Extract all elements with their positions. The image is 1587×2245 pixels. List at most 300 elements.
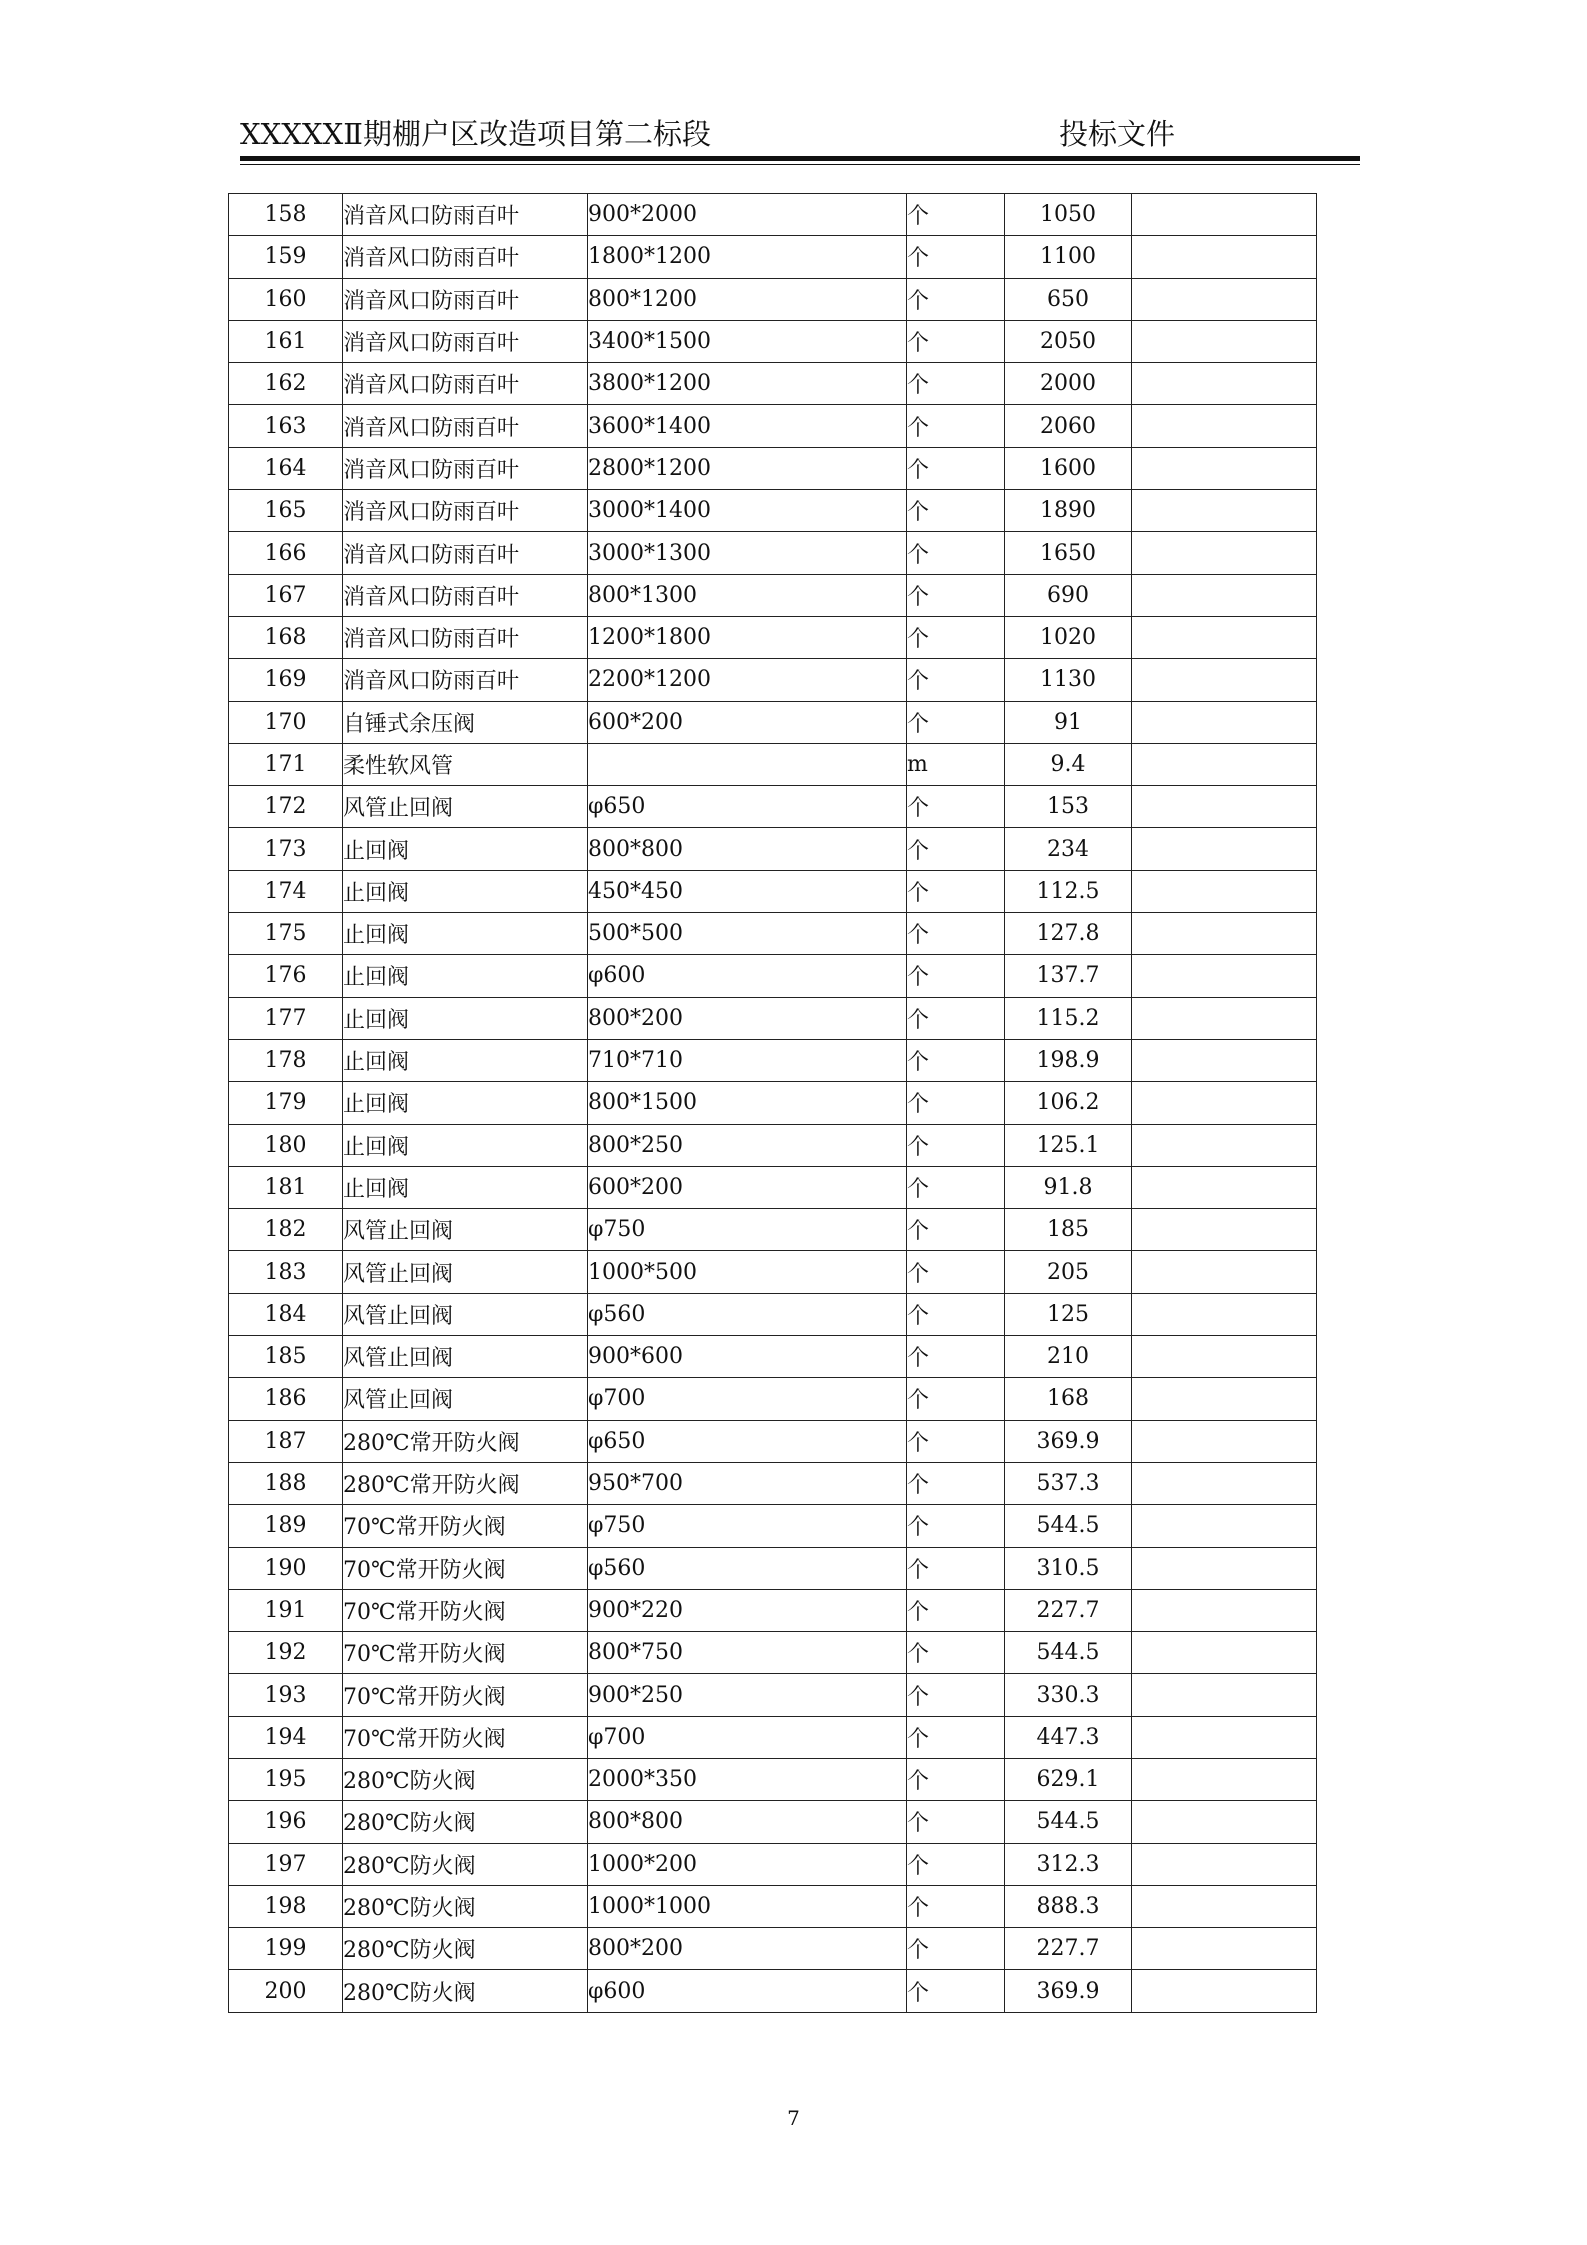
item-quantity-cell: 198.9 (1005, 1039, 1132, 1081)
item-spec-cell: 800*800 (588, 828, 907, 870)
item-name-cell: 风管止回阀 (343, 1336, 588, 1378)
table-row (229, 574, 1317, 616)
item-remark-cell (1132, 447, 1317, 489)
document-type: 投标文件 (1058, 117, 1175, 151)
item-spec-cell: φ750 (588, 1209, 907, 1251)
item-name-cell: 止回阀 (343, 955, 588, 997)
row-number-cell: 164 (229, 447, 343, 489)
item-unit-cell: 个 (907, 1336, 1005, 1378)
item-quantity-cell: 227.7 (1005, 1928, 1132, 1970)
item-remark-cell (1132, 574, 1317, 616)
table-row (229, 278, 1317, 320)
item-remark-cell (1132, 363, 1317, 405)
item-unit-cell: 个 (907, 1716, 1005, 1758)
item-spec-cell: 900*250 (588, 1674, 907, 1716)
item-remark-cell (1132, 278, 1317, 320)
item-unit-cell: 个 (907, 1166, 1005, 1208)
item-remark-cell (1132, 490, 1317, 532)
item-unit-cell: 个 (907, 997, 1005, 1039)
row-number-cell: 189 (229, 1505, 343, 1547)
table-row (229, 1885, 1317, 1927)
item-quantity-cell: 1600 (1005, 447, 1132, 489)
item-remark-cell (1132, 659, 1317, 701)
item-unit-cell: 个 (907, 1885, 1005, 1927)
item-remark-cell (1132, 236, 1317, 278)
item-quantity-cell: 1050 (1005, 194, 1132, 236)
item-quantity-cell: 544.5 (1005, 1505, 1132, 1547)
item-name-cell: 消音风口防雨百叶 (343, 490, 588, 532)
table-row (229, 1589, 1317, 1631)
item-unit-cell: 个 (907, 870, 1005, 912)
table-row (229, 1716, 1317, 1758)
table-row (229, 1039, 1317, 1081)
item-name-cell: 止回阀 (343, 1039, 588, 1081)
row-number-cell: 192 (229, 1632, 343, 1674)
item-name-cell: 280℃防火阀 (343, 1843, 588, 1885)
item-remark-cell (1132, 1885, 1317, 1927)
table-row (229, 828, 1317, 870)
row-number-cell: 175 (229, 913, 343, 955)
item-quantity-cell: 168 (1005, 1378, 1132, 1420)
item-spec-cell: 1800*1200 (588, 236, 907, 278)
item-unit-cell: 个 (907, 574, 1005, 616)
row-number-cell: 162 (229, 363, 343, 405)
row-number-cell: 197 (229, 1843, 343, 1885)
table-row (229, 1970, 1317, 2012)
item-name-cell: 止回阀 (343, 828, 588, 870)
table-row (229, 1336, 1317, 1378)
item-unit-cell: 个 (907, 1674, 1005, 1716)
item-name-cell: 止回阀 (343, 997, 588, 1039)
table-row (229, 1378, 1317, 1420)
item-quantity-cell: 1020 (1005, 616, 1132, 658)
item-quantity-cell: 369.9 (1005, 1420, 1132, 1462)
item-unit-cell: 个 (907, 1462, 1005, 1504)
row-number-cell: 163 (229, 405, 343, 447)
item-unit-cell: 个 (907, 1124, 1005, 1166)
row-number-cell: 183 (229, 1251, 343, 1293)
item-name-cell: 280℃常开防火阀 (343, 1462, 588, 1504)
item-spec-cell: 800*200 (588, 1928, 907, 1970)
item-remark-cell (1132, 1039, 1317, 1081)
item-name-cell: 70℃常开防火阀 (343, 1716, 588, 1758)
item-name-cell: 消音风口防雨百叶 (343, 447, 588, 489)
item-spec-cell: 450*450 (588, 870, 907, 912)
item-quantity-cell: 447.3 (1005, 1716, 1132, 1758)
item-unit-cell: 个 (907, 913, 1005, 955)
item-quantity-cell: 650 (1005, 278, 1132, 320)
item-quantity-cell: 137.7 (1005, 955, 1132, 997)
item-quantity-cell: 9.4 (1005, 743, 1132, 785)
item-name-cell: 70℃常开防火阀 (343, 1589, 588, 1631)
item-unit-cell: 个 (907, 194, 1005, 236)
item-quantity-cell: 888.3 (1005, 1885, 1132, 1927)
item-quantity-cell: 544.5 (1005, 1632, 1132, 1674)
item-remark-cell (1132, 1843, 1317, 1885)
item-unit-cell: 个 (907, 955, 1005, 997)
item-unit-cell: 个 (907, 320, 1005, 362)
table-row (229, 913, 1317, 955)
item-name-cell: 280℃防火阀 (343, 1885, 588, 1927)
item-remark-cell (1132, 701, 1317, 743)
item-unit-cell: 个 (907, 447, 1005, 489)
item-quantity-cell: 629.1 (1005, 1758, 1132, 1800)
item-unit-cell: 个 (907, 363, 1005, 405)
item-quantity-cell: 210 (1005, 1336, 1132, 1378)
table-row (229, 1462, 1317, 1504)
row-number-cell: 184 (229, 1293, 343, 1335)
item-unit-cell: 个 (907, 1505, 1005, 1547)
row-number-cell: 190 (229, 1547, 343, 1589)
item-spec-cell: 3000*1300 (588, 532, 907, 574)
item-name-cell: 消音风口防雨百叶 (343, 320, 588, 362)
item-name-cell: 消音风口防雨百叶 (343, 405, 588, 447)
item-quantity-cell: 91 (1005, 701, 1132, 743)
item-name-cell: 止回阀 (343, 1124, 588, 1166)
item-remark-cell (1132, 786, 1317, 828)
item-remark-cell (1132, 743, 1317, 785)
table-row (229, 236, 1317, 278)
item-unit-cell: m (907, 743, 1005, 785)
item-name-cell: 风管止回阀 (343, 1378, 588, 1420)
item-spec-cell: φ560 (588, 1293, 907, 1335)
item-quantity-cell: 1130 (1005, 659, 1132, 701)
item-unit-cell: 个 (907, 828, 1005, 870)
item-unit-cell: 个 (907, 236, 1005, 278)
item-quantity-cell: 544.5 (1005, 1801, 1132, 1843)
page-number: 7 (787, 2106, 800, 2130)
table-row (229, 194, 1317, 236)
item-spec-cell: 800*750 (588, 1632, 907, 1674)
table-row (229, 701, 1317, 743)
row-number-cell: 172 (229, 786, 343, 828)
item-quantity-cell: 1890 (1005, 490, 1132, 532)
item-spec-cell: 950*700 (588, 1462, 907, 1504)
table-row (229, 1124, 1317, 1166)
item-unit-cell: 个 (907, 1632, 1005, 1674)
row-number-cell: 182 (229, 1209, 343, 1251)
item-remark-cell (1132, 997, 1317, 1039)
item-spec-cell: 600*200 (588, 1166, 907, 1208)
item-spec-cell: 3800*1200 (588, 363, 907, 405)
item-name-cell: 280℃防火阀 (343, 1970, 588, 2012)
row-number-cell: 199 (229, 1928, 343, 1970)
row-number-cell: 170 (229, 701, 343, 743)
item-name-cell: 消音风口防雨百叶 (343, 363, 588, 405)
item-remark-cell (1132, 1336, 1317, 1378)
item-spec-cell: φ700 (588, 1716, 907, 1758)
item-spec-cell: 2200*1200 (588, 659, 907, 701)
row-number-cell: 195 (229, 1758, 343, 1800)
table-body (229, 194, 1317, 2013)
item-unit-cell: 个 (907, 659, 1005, 701)
item-remark-cell (1132, 1716, 1317, 1758)
item-quantity-cell: 369.9 (1005, 1970, 1132, 2012)
page-header (240, 112, 1360, 152)
item-remark-cell (1132, 1505, 1317, 1547)
item-unit-cell: 个 (907, 405, 1005, 447)
item-name-cell: 消音风口防雨百叶 (343, 194, 588, 236)
item-remark-cell (1132, 955, 1317, 997)
row-number-cell: 165 (229, 490, 343, 532)
item-quantity-cell: 227.7 (1005, 1589, 1132, 1631)
row-number-cell: 166 (229, 532, 343, 574)
item-remark-cell (1132, 1209, 1317, 1251)
item-quantity-cell: 125.1 (1005, 1124, 1132, 1166)
item-unit-cell: 个 (907, 616, 1005, 658)
row-number-cell: 176 (229, 955, 343, 997)
item-remark-cell (1132, 1378, 1317, 1420)
row-number-cell: 171 (229, 743, 343, 785)
table-row (229, 1928, 1317, 1970)
item-quantity-cell: 690 (1005, 574, 1132, 616)
row-number-cell: 188 (229, 1462, 343, 1504)
item-spec-cell: φ650 (588, 1420, 907, 1462)
item-spec-cell: 2000*350 (588, 1758, 907, 1800)
item-name-cell: 止回阀 (343, 1082, 588, 1124)
table-row (229, 320, 1317, 362)
row-number-cell: 181 (229, 1166, 343, 1208)
row-number-cell: 186 (229, 1378, 343, 1420)
item-spec-cell: 800*1500 (588, 1082, 907, 1124)
item-remark-cell (1132, 1589, 1317, 1631)
item-remark-cell (1132, 1801, 1317, 1843)
table-row (229, 1251, 1317, 1293)
table-row (229, 1674, 1317, 1716)
item-quantity-cell: 1100 (1005, 236, 1132, 278)
item-unit-cell: 个 (907, 1378, 1005, 1420)
item-remark-cell (1132, 194, 1317, 236)
item-unit-cell: 个 (907, 701, 1005, 743)
item-unit-cell: 个 (907, 1209, 1005, 1251)
row-number-cell: 158 (229, 194, 343, 236)
item-unit-cell: 个 (907, 490, 1005, 532)
item-spec-cell: φ650 (588, 786, 907, 828)
item-spec-cell: 3000*1400 (588, 490, 907, 532)
item-spec-cell: φ600 (588, 955, 907, 997)
item-unit-cell: 个 (907, 532, 1005, 574)
item-unit-cell: 个 (907, 1082, 1005, 1124)
item-unit-cell: 个 (907, 1589, 1005, 1631)
item-remark-cell (1132, 1124, 1317, 1166)
table-row (229, 490, 1317, 532)
item-name-cell: 消音风口防雨百叶 (343, 659, 588, 701)
item-spec-cell: φ750 (588, 1505, 907, 1547)
table-row (229, 1209, 1317, 1251)
item-quantity-cell: 1650 (1005, 532, 1132, 574)
row-number-cell: 159 (229, 236, 343, 278)
table-row (229, 659, 1317, 701)
item-remark-cell (1132, 320, 1317, 362)
item-quantity-cell: 185 (1005, 1209, 1132, 1251)
item-remark-cell (1132, 913, 1317, 955)
table-row (229, 1166, 1317, 1208)
item-spec-cell: 500*500 (588, 913, 907, 955)
item-remark-cell (1132, 1420, 1317, 1462)
item-unit-cell: 个 (907, 1547, 1005, 1589)
item-name-cell: 70℃常开防火阀 (343, 1547, 588, 1589)
item-spec-cell: 1000*1000 (588, 1885, 907, 1927)
row-number-cell: 198 (229, 1885, 343, 1927)
item-quantity-cell: 2000 (1005, 363, 1132, 405)
item-unit-cell: 个 (907, 1928, 1005, 1970)
equipment-table (228, 193, 1317, 2013)
item-name-cell: 280℃防火阀 (343, 1928, 588, 1970)
table-row (229, 1758, 1317, 1800)
item-quantity-cell: 310.5 (1005, 1547, 1132, 1589)
item-name-cell: 280℃防火阀 (343, 1801, 588, 1843)
row-number-cell: 169 (229, 659, 343, 701)
row-number-cell: 180 (229, 1124, 343, 1166)
row-number-cell: 194 (229, 1716, 343, 1758)
row-number-cell: 167 (229, 574, 343, 616)
table-row (229, 743, 1317, 785)
row-number-cell: 187 (229, 1420, 343, 1462)
table-row (229, 1420, 1317, 1462)
item-remark-cell (1132, 1632, 1317, 1674)
item-unit-cell: 个 (907, 1843, 1005, 1885)
item-remark-cell (1132, 870, 1317, 912)
table-row (229, 997, 1317, 1039)
item-name-cell: 风管止回阀 (343, 1209, 588, 1251)
table-row (229, 1547, 1317, 1589)
item-remark-cell (1132, 1970, 1317, 2012)
item-quantity-cell: 153 (1005, 786, 1132, 828)
header-rule-thick (240, 156, 1360, 161)
item-spec-cell: 2800*1200 (588, 447, 907, 489)
table-row (229, 1082, 1317, 1124)
item-name-cell: 风管止回阀 (343, 1251, 588, 1293)
item-quantity-cell: 312.3 (1005, 1843, 1132, 1885)
item-unit-cell: 个 (907, 1758, 1005, 1800)
item-spec-cell: φ700 (588, 1378, 907, 1420)
item-spec-cell: 710*710 (588, 1039, 907, 1081)
item-quantity-cell: 125 (1005, 1293, 1132, 1335)
table-row (229, 616, 1317, 658)
item-name-cell: 消音风口防雨百叶 (343, 278, 588, 320)
table-row (229, 786, 1317, 828)
item-quantity-cell: 115.2 (1005, 997, 1132, 1039)
item-spec-cell: 900*220 (588, 1589, 907, 1631)
item-remark-cell (1132, 1462, 1317, 1504)
item-quantity-cell: 127.8 (1005, 913, 1132, 955)
row-number-cell: 179 (229, 1082, 343, 1124)
item-remark-cell (1132, 1547, 1317, 1589)
item-unit-cell: 个 (907, 1801, 1005, 1843)
item-quantity-cell: 234 (1005, 828, 1132, 870)
item-spec-cell: 800*1300 (588, 574, 907, 616)
item-remark-cell (1132, 532, 1317, 574)
table-row (229, 1505, 1317, 1547)
item-spec-cell (588, 743, 907, 785)
item-name-cell: 消音风口防雨百叶 (343, 236, 588, 278)
item-remark-cell (1132, 616, 1317, 658)
item-spec-cell: 600*200 (588, 701, 907, 743)
item-quantity-cell: 106.2 (1005, 1082, 1132, 1124)
item-spec-cell: 900*2000 (588, 194, 907, 236)
item-spec-cell: 800*800 (588, 1801, 907, 1843)
row-number-cell: 200 (229, 1970, 343, 2012)
item-name-cell: 风管止回阀 (343, 1293, 588, 1335)
table-row (229, 870, 1317, 912)
item-name-cell: 柔性软风管 (343, 743, 588, 785)
item-remark-cell (1132, 828, 1317, 870)
item-unit-cell: 个 (907, 786, 1005, 828)
item-remark-cell (1132, 1674, 1317, 1716)
item-name-cell: 止回阀 (343, 1166, 588, 1208)
item-remark-cell (1132, 1758, 1317, 1800)
item-spec-cell: 800*200 (588, 997, 907, 1039)
header-rule-thin (240, 164, 1360, 165)
project-title: XXXXXⅡ期棚户区改造项目第二标段 (240, 117, 711, 151)
item-quantity-cell: 2050 (1005, 320, 1132, 362)
row-number-cell: 173 (229, 828, 343, 870)
item-unit-cell: 个 (907, 1039, 1005, 1081)
item-spec-cell: φ560 (588, 1547, 907, 1589)
item-spec-cell: 3400*1500 (588, 320, 907, 362)
item-name-cell: 自锤式余压阀 (343, 701, 588, 743)
item-spec-cell: 1200*1800 (588, 616, 907, 658)
table-row (229, 532, 1317, 574)
row-number-cell: 177 (229, 997, 343, 1039)
item-unit-cell: 个 (907, 1970, 1005, 2012)
item-remark-cell (1132, 1928, 1317, 1970)
item-name-cell: 70℃常开防火阀 (343, 1505, 588, 1547)
item-unit-cell: 个 (907, 278, 1005, 320)
item-remark-cell (1132, 1251, 1317, 1293)
item-name-cell: 280℃防火阀 (343, 1758, 588, 1800)
item-remark-cell (1132, 1166, 1317, 1208)
item-unit-cell: 个 (907, 1293, 1005, 1335)
table-row (229, 1632, 1317, 1674)
row-number-cell: 196 (229, 1801, 343, 1843)
item-name-cell: 消音风口防雨百叶 (343, 532, 588, 574)
row-number-cell: 193 (229, 1674, 343, 1716)
item-spec-cell: 800*1200 (588, 278, 907, 320)
item-remark-cell (1132, 405, 1317, 447)
item-spec-cell: 1000*200 (588, 1843, 907, 1885)
item-quantity-cell: 112.5 (1005, 870, 1132, 912)
item-quantity-cell: 205 (1005, 1251, 1132, 1293)
table-row (229, 1293, 1317, 1335)
table-row (229, 955, 1317, 997)
item-name-cell: 止回阀 (343, 913, 588, 955)
item-name-cell: 280℃常开防火阀 (343, 1420, 588, 1462)
row-number-cell: 161 (229, 320, 343, 362)
item-name-cell: 风管止回阀 (343, 786, 588, 828)
item-remark-cell (1132, 1082, 1317, 1124)
item-quantity-cell: 330.3 (1005, 1674, 1132, 1716)
item-unit-cell: 个 (907, 1251, 1005, 1293)
item-spec-cell: 800*250 (588, 1124, 907, 1166)
row-number-cell: 178 (229, 1039, 343, 1081)
item-name-cell: 消音风口防雨百叶 (343, 616, 588, 658)
row-number-cell: 168 (229, 616, 343, 658)
row-number-cell: 191 (229, 1589, 343, 1631)
item-name-cell: 70℃常开防火阀 (343, 1674, 588, 1716)
item-name-cell: 消音风口防雨百叶 (343, 574, 588, 616)
table-row (229, 1801, 1317, 1843)
item-quantity-cell: 91.8 (1005, 1166, 1132, 1208)
table-row (229, 1843, 1317, 1885)
table-row (229, 363, 1317, 405)
row-number-cell: 174 (229, 870, 343, 912)
row-number-cell: 160 (229, 278, 343, 320)
item-remark-cell (1132, 1293, 1317, 1335)
item-spec-cell: 900*600 (588, 1336, 907, 1378)
item-name-cell: 70℃常开防火阀 (343, 1632, 588, 1674)
table-row (229, 405, 1317, 447)
